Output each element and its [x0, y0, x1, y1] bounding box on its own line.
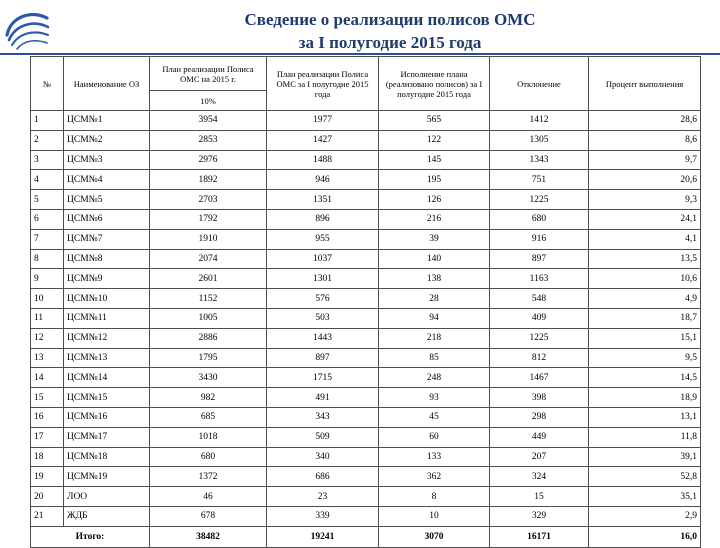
row-deviation: 1225 — [490, 328, 589, 348]
row-execution: 133 — [379, 447, 490, 467]
row-name: ЦСМ№7 — [64, 229, 150, 249]
row-execution: 216 — [379, 209, 490, 229]
row-percent: 13,1 — [589, 407, 701, 427]
report-table — [30, 56, 701, 548]
row-plan-half: 509 — [267, 427, 379, 447]
row-number: 12 — [31, 328, 64, 348]
row-plan-half: 23 — [267, 487, 379, 507]
row-percent: 28,6 — [589, 111, 701, 131]
table-row — [31, 308, 701, 328]
row-number: 10 — [31, 289, 64, 309]
total-row — [31, 526, 701, 547]
row-deviation: 1225 — [490, 190, 589, 210]
row-plan-year: 1372 — [150, 467, 267, 487]
row-execution: 93 — [379, 388, 490, 408]
row-percent: 4,9 — [589, 289, 701, 309]
row-plan-half: 946 — [267, 170, 379, 190]
col-header-num: № — [31, 57, 64, 111]
row-percent: 9,5 — [589, 348, 701, 368]
table-row — [31, 467, 701, 487]
row-number: 21 — [31, 506, 64, 526]
row-plan-half: 1427 — [267, 130, 379, 150]
row-name: ЦСМ№16 — [64, 407, 150, 427]
row-plan-year: 46 — [150, 487, 267, 507]
row-deviation: 207 — [490, 447, 589, 467]
row-name: ЦСМ№18 — [64, 447, 150, 467]
row-plan-year: 1892 — [150, 170, 267, 190]
row-number: 6 — [31, 209, 64, 229]
row-execution: 28 — [379, 289, 490, 309]
col-header-execution: Исполнение плана (реализовано полисов) за I полугодие 2015 года — [379, 57, 490, 111]
table-row — [31, 368, 701, 388]
row-number: 7 — [31, 229, 64, 249]
col-header-percent: Процент выполнения — [589, 57, 701, 111]
row-plan-year: 1152 — [150, 289, 267, 309]
table-row — [31, 150, 701, 170]
total-plan-year: 38482 — [150, 526, 267, 547]
row-plan-half: 339 — [267, 506, 379, 526]
row-plan-year: 1795 — [150, 348, 267, 368]
row-percent: 2,9 — [589, 506, 701, 526]
row-plan-half: 340 — [267, 447, 379, 467]
row-number: 5 — [31, 190, 64, 210]
row-deviation: 449 — [490, 427, 589, 447]
row-plan-year: 1910 — [150, 229, 267, 249]
col-header-plan-year-sub: 10% — [150, 91, 267, 111]
row-plan-half: 897 — [267, 348, 379, 368]
row-plan-half: 1301 — [267, 269, 379, 289]
table-row — [31, 348, 701, 368]
table-row — [31, 487, 701, 507]
row-plan-year: 1018 — [150, 427, 267, 447]
row-percent: 13,5 — [589, 249, 701, 269]
row-percent: 18,9 — [589, 388, 701, 408]
row-number: 2 — [31, 130, 64, 150]
row-deviation: 680 — [490, 209, 589, 229]
table-row — [31, 388, 701, 408]
row-execution: 94 — [379, 308, 490, 328]
total-execution: 3070 — [379, 526, 490, 547]
row-plan-year: 680 — [150, 447, 267, 467]
row-name: ЦСМ№12 — [64, 328, 150, 348]
row-name: ЦСМ№1 — [64, 111, 150, 131]
row-deviation: 1343 — [490, 150, 589, 170]
col-header-plan-year: План реализации Полиса ОМС на 2015 г. — [150, 57, 267, 91]
row-plan-half: 1488 — [267, 150, 379, 170]
row-percent: 20,6 — [589, 170, 701, 190]
row-number: 9 — [31, 269, 64, 289]
row-plan-half: 576 — [267, 289, 379, 309]
row-execution: 126 — [379, 190, 490, 210]
row-plan-year: 2074 — [150, 249, 267, 269]
row-plan-half: 1037 — [267, 249, 379, 269]
slide-header — [0, 0, 720, 55]
row-plan-half: 503 — [267, 308, 379, 328]
row-name: ЦСМ№4 — [64, 170, 150, 190]
row-execution: 362 — [379, 467, 490, 487]
row-percent: 35,1 — [589, 487, 701, 507]
row-percent: 24,1 — [589, 209, 701, 229]
row-percent: 18,7 — [589, 308, 701, 328]
row-plan-half: 1977 — [267, 111, 379, 131]
row-plan-year: 3954 — [150, 111, 267, 131]
row-execution: 195 — [379, 170, 490, 190]
row-plan-half: 686 — [267, 467, 379, 487]
row-deviation: 1163 — [490, 269, 589, 289]
table-row — [31, 170, 701, 190]
row-name: ЦСМ№6 — [64, 209, 150, 229]
row-plan-year: 2853 — [150, 130, 267, 150]
row-name: ЦСМ№2 — [64, 130, 150, 150]
row-plan-year: 678 — [150, 506, 267, 526]
row-execution: 565 — [379, 111, 490, 131]
row-plan-half: 896 — [267, 209, 379, 229]
table-row — [31, 427, 701, 447]
row-percent: 11,8 — [589, 427, 701, 447]
row-number: 15 — [31, 388, 64, 408]
row-plan-half: 343 — [267, 407, 379, 427]
row-execution: 218 — [379, 328, 490, 348]
row-number: 14 — [31, 368, 64, 388]
row-execution: 122 — [379, 130, 490, 150]
table-row — [31, 447, 701, 467]
row-execution: 145 — [379, 150, 490, 170]
row-name: ЦСМ№17 — [64, 427, 150, 447]
row-deviation: 409 — [490, 308, 589, 328]
table-row — [31, 209, 701, 229]
table-row — [31, 111, 701, 131]
row-plan-half: 955 — [267, 229, 379, 249]
row-number: 16 — [31, 407, 64, 427]
row-percent: 9,3 — [589, 190, 701, 210]
swirl-logo-icon — [2, 2, 52, 52]
row-percent: 52,8 — [589, 467, 701, 487]
row-execution: 45 — [379, 407, 490, 427]
row-deviation: 398 — [490, 388, 589, 408]
row-name: ЦСМ№15 — [64, 388, 150, 408]
row-deviation: 897 — [490, 249, 589, 269]
table-row — [31, 269, 701, 289]
row-deviation: 329 — [490, 506, 589, 526]
row-deviation: 812 — [490, 348, 589, 368]
row-percent: 39,1 — [589, 447, 701, 467]
row-execution: 39 — [379, 229, 490, 249]
row-deviation: 1305 — [490, 130, 589, 150]
row-name: ЦСМ№3 — [64, 150, 150, 170]
row-plan-year: 685 — [150, 407, 267, 427]
row-plan-year: 1792 — [150, 209, 267, 229]
row-execution: 248 — [379, 368, 490, 388]
col-header-plan-half: План реализации Полиса ОМС за I полугодие 2015 года — [267, 57, 379, 111]
row-name: ЖДБ — [64, 506, 150, 526]
table-row — [31, 249, 701, 269]
row-plan-year: 2976 — [150, 150, 267, 170]
row-percent: 14,5 — [589, 368, 701, 388]
row-deviation: 916 — [490, 229, 589, 249]
row-name: ЦСМ№5 — [64, 190, 150, 210]
header-divider — [0, 53, 720, 55]
table-row — [31, 229, 701, 249]
row-deviation: 751 — [490, 170, 589, 190]
table-row — [31, 407, 701, 427]
row-plan-year: 2886 — [150, 328, 267, 348]
row-percent: 10,6 — [589, 269, 701, 289]
row-number: 11 — [31, 308, 64, 328]
row-number: 8 — [31, 249, 64, 269]
row-execution: 10 — [379, 506, 490, 526]
table-row — [31, 328, 701, 348]
row-execution: 140 — [379, 249, 490, 269]
table-row — [31, 506, 701, 526]
table-row — [31, 289, 701, 309]
row-name: ЦСМ№11 — [64, 308, 150, 328]
table-row — [31, 130, 701, 150]
row-percent: 8,6 — [589, 130, 701, 150]
row-deviation: 15 — [490, 487, 589, 507]
total-percent: 16,0 — [589, 526, 701, 547]
row-number: 13 — [31, 348, 64, 368]
table-row — [31, 190, 701, 210]
page-subtitle: за I полугодие 2015 года — [298, 33, 482, 52]
row-plan-half: 1351 — [267, 190, 379, 210]
row-number: 20 — [31, 487, 64, 507]
col-header-deviation: Отклонение — [490, 57, 589, 111]
row-plan-year: 982 — [150, 388, 267, 408]
row-number: 4 — [31, 170, 64, 190]
row-name: ЦСМ№19 — [64, 467, 150, 487]
row-name: ЛОО — [64, 487, 150, 507]
row-plan-half: 1715 — [267, 368, 379, 388]
row-plan-half: 1443 — [267, 328, 379, 348]
row-number: 19 — [31, 467, 64, 487]
row-number: 1 — [31, 111, 64, 131]
total-deviation: 16171 — [490, 526, 589, 547]
row-number: 3 — [31, 150, 64, 170]
row-execution: 85 — [379, 348, 490, 368]
col-header-name: Наименование ОЗ — [64, 57, 150, 111]
row-deviation: 1412 — [490, 111, 589, 131]
row-name: ЦСМ№8 — [64, 249, 150, 269]
row-plan-year: 3430 — [150, 368, 267, 388]
row-deviation: 324 — [490, 467, 589, 487]
row-deviation: 548 — [490, 289, 589, 309]
row-number: 17 — [31, 427, 64, 447]
row-percent: 15,1 — [589, 328, 701, 348]
row-name: ЦСМ№10 — [64, 289, 150, 309]
row-plan-year: 2703 — [150, 190, 267, 210]
row-plan-year: 1005 — [150, 308, 267, 328]
row-name: ЦСМ№13 — [64, 348, 150, 368]
row-deviation: 298 — [490, 407, 589, 427]
row-number: 18 — [31, 447, 64, 467]
row-percent: 9,7 — [589, 150, 701, 170]
total-label: Итого: — [31, 526, 150, 547]
row-deviation: 1467 — [490, 368, 589, 388]
row-execution: 138 — [379, 269, 490, 289]
row-execution: 8 — [379, 487, 490, 507]
page-title: Сведение о реализации полисов ОМС — [244, 10, 536, 29]
row-name: ЦСМ№14 — [64, 368, 150, 388]
row-name: ЦСМ№9 — [64, 269, 150, 289]
row-plan-year: 2601 — [150, 269, 267, 289]
row-execution: 60 — [379, 427, 490, 447]
table-header-row — [31, 57, 701, 91]
row-plan-half: 491 — [267, 388, 379, 408]
table-body — [31, 111, 701, 527]
total-plan-half: 19241 — [267, 526, 379, 547]
row-percent: 4,1 — [589, 229, 701, 249]
